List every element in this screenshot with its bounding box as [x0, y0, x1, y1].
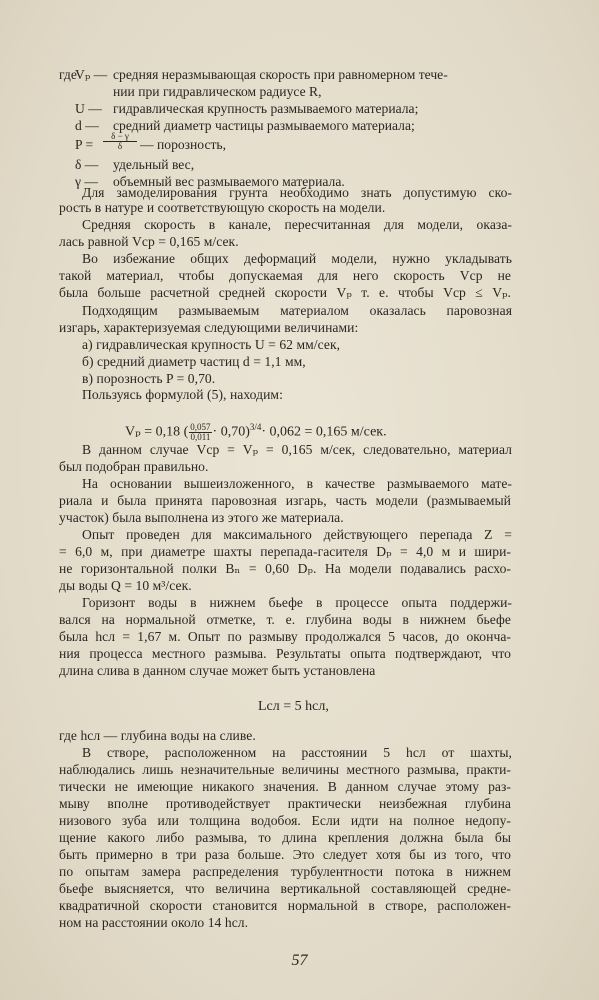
- text-line: Опыт проведен для максимального действующего перепада Z =: [82, 527, 512, 542]
- text-line: Для замоделирования грунта необходимо знать допустимую ско-: [82, 185, 512, 200]
- text-line: быть примерно в три раза больше. Это следует хотя бы из того, что: [59, 847, 511, 862]
- text-line: риала и была принята паровозная изгарь, часть модели (размываемый: [59, 493, 511, 508]
- formula-mid: · 0,70): [212, 424, 250, 440]
- text-line: ном на расстоянии около 14 hсл.: [59, 915, 249, 930]
- text-line: длина слива в данном случае может быть установлена: [59, 663, 376, 678]
- list-item: в) порозность P = 0,70.: [82, 371, 216, 386]
- def-d-text: средний диаметр частицы размываемого материала;: [113, 118, 415, 133]
- text-line: Подходящим размываемым материалом оказалась паровозная: [82, 303, 512, 318]
- def-vp-text-cont: нии при гидравлическом радиусе R,: [113, 84, 322, 99]
- text-line: На основании вышеизложенного, в качестве размываемого мате-: [82, 476, 512, 491]
- formula-main: [125, 419, 387, 442]
- text-line: бьефе выясняется, что величина вертикальной составляющей средне-: [59, 881, 511, 896]
- formula-fraction: [189, 423, 211, 442]
- page-number: 57: [291, 952, 308, 969]
- def-vp-text: средняя неразмывающая скорость при равномерном тече-: [113, 67, 448, 82]
- text-line: мыву вполне противодействует практически неизбежная глубина: [59, 796, 511, 811]
- list-item: б) средний диаметр частиц d = 1,1 мм,: [82, 354, 306, 369]
- text-line: вался на нормальной отметке, т. е. глубина воды в нижнем бьефе: [59, 612, 511, 627]
- text-line: ды воды Q = 10 м³/сек.: [59, 578, 192, 593]
- formula-lhs: Vₚ = 0,18 (: [125, 424, 189, 440]
- text-line: тически не имеющие никакого значения. В данном случае этому раз-: [59, 779, 511, 794]
- text-line: щение какого либо размыва, то длина крепления должна была бы: [59, 830, 511, 845]
- text-line: не горизонтальной полки Bₙ = 0,60 Dₚ. На модели подавались расхо-: [59, 561, 511, 576]
- porosity-frac-den: δ: [117, 141, 123, 151]
- text-line: низового зуба или толщина водобоя. Если идти на полное недопу-: [59, 813, 511, 828]
- text-line: была больше расчетной средней скорости Vₚ т. е. чтобы Vср ≤ Vₚ.: [59, 285, 511, 300]
- def-gamma-text: объемный вес размываемого материала.: [113, 174, 345, 189]
- def-vp-symbol: Vₚ —: [75, 67, 108, 82]
- text-line: В данном случае Vср = Vₚ = 0,165 м/сек, следовательно, материал: [82, 442, 512, 457]
- def-delta-text: удельный вес,: [113, 157, 195, 172]
- porosity-fraction: [103, 132, 137, 151]
- formula-rhs: · 0,062 = 0,165 м/сек.: [261, 424, 387, 440]
- text-line: был подобран правильно.: [59, 459, 209, 474]
- def-p-text: — порозность,: [140, 137, 227, 152]
- text-line: ния процесса местного размыва. Результаты опыта подтверждают, что: [59, 646, 511, 661]
- def-u-symbol: U —: [75, 101, 102, 116]
- text-line: лась равной Vср = 0,165 м/сек.: [59, 234, 239, 249]
- text-line: квадратичной скорости становится нормальной в створе, расположен-: [59, 898, 511, 913]
- def-p-symbol: P =: [75, 137, 94, 152]
- formula-frac-den: 0,011: [190, 431, 211, 442]
- def-u-text: гидравлическая крупность размываемого материала;: [113, 101, 419, 116]
- text-line: была hсл = 1,67 м. Опыт по размыву продолжался 5 часов, до оконча-: [59, 629, 511, 644]
- def-gamma-symbol: γ —: [75, 174, 98, 189]
- text-line: В створе, расположенном на расстоянии 5 hсл от шахты,: [82, 745, 512, 760]
- formula-slope-length: Lсл = 5 hсл,: [258, 699, 329, 714]
- text-line: изгарь, характеризуемая следующими величинами:: [59, 320, 359, 335]
- text-line: участок) была выполнена из этого же материала.: [59, 510, 344, 525]
- text-line: = 6,0 м, при диаметре шахты перепада-гасителя Dₚ = 4,0 м и шири-: [59, 544, 511, 559]
- def-d-symbol: d —: [75, 118, 99, 133]
- text-line: Во избежание общих деформаций модели, нужно укладывать: [82, 251, 512, 266]
- text-line: по опытам замера распределения турбулентности потока в нижнем: [59, 864, 511, 879]
- text-line: Средняя скорость в канале, пересчитанная для модели, оказа-: [82, 217, 512, 232]
- porosity-frac-num: δ − γ: [103, 132, 137, 142]
- def-delta-symbol: δ —: [75, 157, 99, 172]
- text-line: наблюдались лишь незначительные величины местного размыва, практи-: [59, 762, 511, 777]
- list-item: а) гидравлическая крупность U = 62 мм/сек,: [82, 337, 341, 352]
- text-line: такой материал, чтобы допускаемая для него скорость Vср не: [59, 268, 511, 283]
- text-line: рость в натуре и соответствующую скорость на модели.: [59, 200, 386, 215]
- intro-word: где: [59, 67, 77, 82]
- text-line: Горизонт воды в нижнем бьефе в процессе опыта поддержи-: [82, 595, 512, 610]
- formula-exponent: 3/4: [249, 422, 262, 432]
- text-line: Пользуясь формулой (5), находим:: [82, 387, 283, 402]
- formula-frac-num: 0,057: [190, 421, 211, 432]
- text-line: где hсл — глубина воды на сливе.: [59, 728, 256, 743]
